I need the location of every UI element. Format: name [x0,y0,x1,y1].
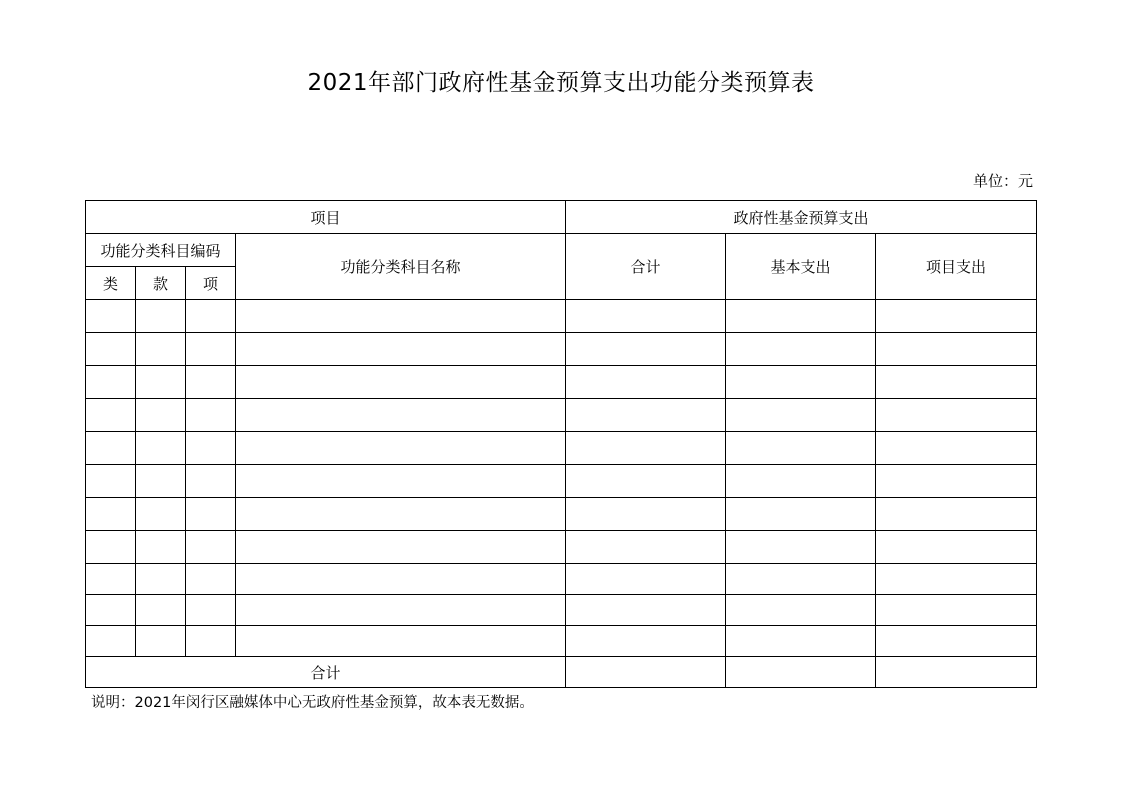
table-cell [186,564,236,595]
footnote: 说明：2021年闵行区融媒体中心无政府性基金预算，故本表无数据。 [91,695,534,711]
table-row [86,399,1037,432]
table-cell [726,399,876,432]
table-cell [726,432,876,465]
table-row [86,432,1037,465]
table-cell [726,498,876,531]
table-cell [726,300,876,333]
table-cell [86,626,136,657]
table-cell [236,432,566,465]
table-cell [726,465,876,498]
table-cell [136,626,186,657]
header-subitem: 项 [186,267,236,300]
table-cell [86,498,136,531]
table-cell [566,399,726,432]
table-cell [566,595,726,626]
table-cell [876,300,1037,333]
table-cell [726,626,876,657]
table-cell [566,626,726,657]
table-cell [876,626,1037,657]
table-cell [136,564,186,595]
table-cell [86,595,136,626]
header-item: 项目 [86,201,566,234]
table-cell [566,432,726,465]
table-cell [86,465,136,498]
table-cell [86,564,136,595]
header-basic: 基本支出 [726,234,876,300]
unit-label: 单位：元 [972,172,1033,190]
table-cell [236,300,566,333]
table-cell [136,333,186,366]
header-section: 款 [136,267,186,300]
table-cell [726,366,876,399]
footer-total-label: 合计 [86,657,566,688]
table-cell [86,300,136,333]
table-cell [186,333,236,366]
header-fund-expenditure: 政府性基金预算支出 [566,201,1037,234]
table-cell [186,465,236,498]
table-cell [186,498,236,531]
table-cell [136,531,186,564]
table-row [86,595,1037,626]
table-body [86,300,1037,657]
table-cell [136,465,186,498]
table-cell [566,465,726,498]
table-cell [236,531,566,564]
table-cell [186,399,236,432]
table-cell [186,366,236,399]
table-cell [186,626,236,657]
table-cell [86,531,136,564]
table-cell [726,531,876,564]
table-cell [876,498,1037,531]
budget-table [85,200,1037,688]
table-cell [86,432,136,465]
table-cell [876,333,1037,366]
table-cell [136,300,186,333]
table-cell [566,564,726,595]
table-cell [876,399,1037,432]
table-row [86,333,1037,366]
table-cell [876,564,1037,595]
table-cell [236,595,566,626]
table-cell [186,595,236,626]
table-cell [876,465,1037,498]
table-row [86,300,1037,333]
table-cell [566,333,726,366]
table-cell [136,366,186,399]
table-cell [136,498,186,531]
header-code-group: 功能分类科目编码 [86,234,236,267]
table-cell [136,399,186,432]
table-cell [876,531,1037,564]
table-cell [136,595,186,626]
header-total: 合计 [566,234,726,300]
header-project: 项目支出 [876,234,1037,300]
footer-total-cell [566,657,726,688]
table-cell [726,564,876,595]
table-row [86,626,1037,657]
table-cell [566,498,726,531]
table-cell [236,564,566,595]
table-cell [876,432,1037,465]
table-cell [236,399,566,432]
table-cell [566,300,726,333]
table-cell [726,595,876,626]
table-cell [236,465,566,498]
table-cell [726,333,876,366]
header-name: 功能分类科目名称 [236,234,566,300]
table-row [86,498,1037,531]
table-cell [186,300,236,333]
header-category: 类 [86,267,136,300]
table-cell [566,366,726,399]
table-cell [186,531,236,564]
table-cell [136,432,186,465]
table-row [86,531,1037,564]
table-cell [236,366,566,399]
table-cell [86,366,136,399]
table-cell [876,595,1037,626]
table-cell [186,432,236,465]
table-cell [876,366,1037,399]
table-cell [236,498,566,531]
table-row [86,465,1037,498]
table-cell [236,333,566,366]
table-cell [566,531,726,564]
footer-project-cell [876,657,1037,688]
table-cell [86,399,136,432]
table-cell [236,626,566,657]
table-cell [86,333,136,366]
footer-basic-cell [726,657,876,688]
table-row [86,366,1037,399]
page-title: 2021年部门政府性基金预算支出功能分类预算表 [307,70,815,96]
table-row [86,564,1037,595]
